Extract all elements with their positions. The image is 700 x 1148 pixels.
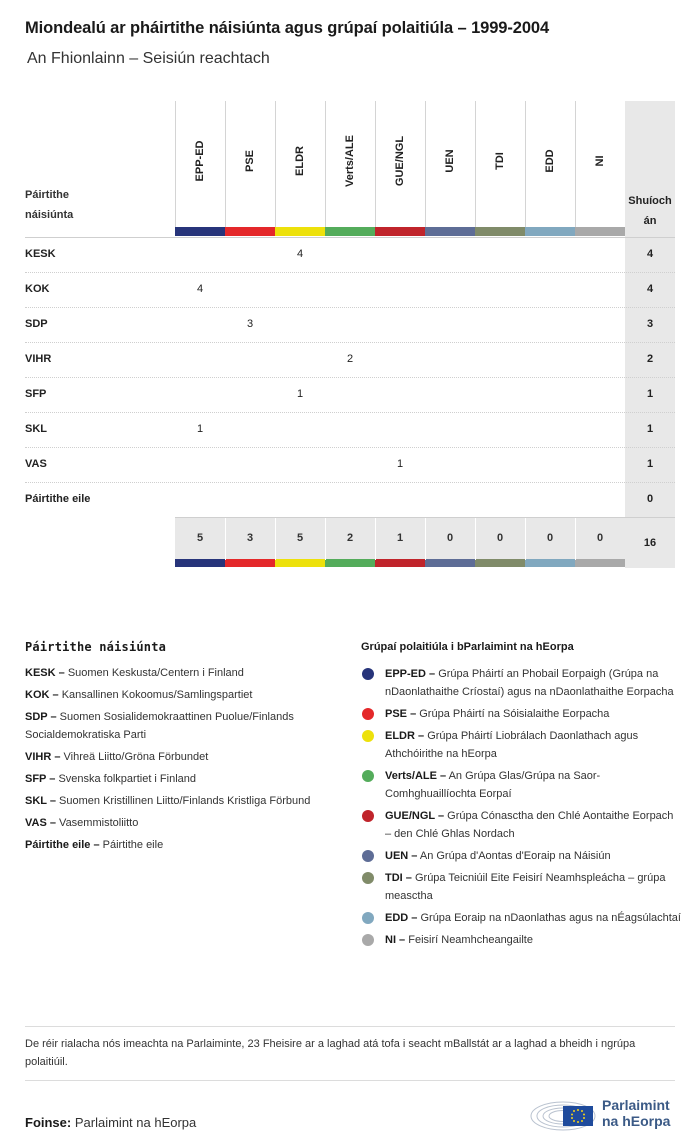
column-divider (225, 518, 226, 560)
table-row (25, 482, 675, 517)
table-row (25, 307, 675, 342)
group-color-bar-top (375, 227, 425, 236)
group-color-dot-icon (362, 708, 374, 720)
group-color-bar-top (225, 227, 275, 236)
group-color-dot-icon (362, 730, 374, 742)
table-row (25, 447, 675, 482)
party-abbr: KOK – (25, 689, 59, 701)
column-divider (525, 518, 526, 560)
party-name: KOK (25, 283, 50, 295)
party-abbr: SKL – (25, 795, 56, 807)
page-title: Miondealú ar pháirtithe náisiúnta agus grúpaí polaitiúla – 1999-2004 (25, 19, 550, 37)
group-color-dot-icon (362, 912, 374, 924)
group-label-wrap (425, 101, 475, 227)
seat-count-cell: 3 (246, 318, 254, 330)
group-full-name: Feisirí Neamhcheangailte (408, 934, 533, 946)
group-abbr: EDD – (385, 912, 418, 924)
row-header (25, 185, 73, 225)
group-legend-item (361, 727, 681, 763)
group-label: EPP-ED (194, 140, 206, 182)
group-abbr: UEN – (385, 850, 418, 862)
party-abbr: SDP – (25, 711, 57, 723)
parliament-hemicycle-icon (530, 1092, 600, 1132)
party-abbr: VIHR – (25, 751, 61, 763)
logo-wordmark (602, 1097, 670, 1129)
group-label-wrap (175, 101, 225, 227)
group-abbr: TDI – (385, 872, 412, 884)
seat-count-cell: 1 (196, 423, 204, 435)
group-legend-item (361, 847, 681, 865)
row-total: 1 (646, 423, 654, 435)
party-name: SDP (25, 318, 48, 330)
party-abbr: Páirtithe eile – (25, 839, 100, 851)
seat-count-cell: 4 (196, 283, 204, 295)
group-legend-item (361, 931, 681, 949)
group-label-wrap (225, 101, 275, 227)
group-label: UEN (444, 149, 456, 173)
group-label-wrap (275, 101, 325, 227)
party-full-name: Suomen Sosialidemokraattinen Puolue/Finlands Socialdemokratiska Parti (25, 711, 294, 741)
group-color-bar-top (475, 227, 525, 236)
party-legend-item (25, 664, 345, 682)
party-name: Páirtithe eile (25, 493, 91, 505)
row-header-line-2: náisiúnta (25, 209, 74, 221)
group-full-name: An Grúpa Glas/Grúpa na Saor-Comhghuaillíochta Eorpaí (385, 770, 601, 800)
party-full-name: Suomen Kristillinen Liitto/Finlands Kristliga Förbund (59, 795, 311, 807)
row-total: 0 (646, 493, 654, 505)
table-row (25, 412, 675, 447)
seat-count-cell: 2 (346, 353, 354, 365)
party-abbr: SFP – (25, 773, 56, 785)
party-full-name: Vasemmistoliitto (59, 817, 139, 829)
party-legend-item (25, 708, 345, 744)
column-divider (425, 518, 426, 560)
table-row (25, 237, 675, 272)
column-divider (375, 518, 376, 560)
group-full-name: Grúpa Cónasctha den Chlé Aontaithe Eorpach – den Chlé Ghlas Nordach (385, 810, 674, 840)
group-legend-item (361, 909, 681, 927)
seats-header (625, 191, 675, 231)
group-full-name: Grúpa Pháirtí an Phobail Eorpaigh (Grúpa na nDaonlathaithe Críostaí) agus na nDaonlathaithe Eorpacha (385, 668, 674, 698)
group-label: GUE/NGL (394, 135, 406, 187)
seat-count-cell: 4 (296, 248, 304, 260)
group-color-dot-icon (362, 668, 374, 680)
source-value: Parlaimint na hEorpa (74, 1115, 197, 1130)
table-row (25, 377, 675, 412)
row-total: 4 (646, 283, 654, 295)
page-subtitle: An Fhionlainn – Seisiún reachtach (27, 50, 270, 67)
group-legend-item (361, 767, 681, 803)
group-label: Verts/ALE (344, 135, 356, 187)
logo-line-2: na hEorpa (602, 1113, 671, 1129)
group-total: 3 (246, 532, 254, 544)
seats-header-line-1: Shuíoch (628, 195, 672, 207)
seats-header-line-2: án (643, 215, 657, 227)
party-full-name: Vihreä Liitto/Gröna Förbundet (63, 751, 209, 763)
group-color-bar-bottom (275, 558, 325, 567)
party-name: VIHR (25, 353, 52, 365)
legend-national-parties (25, 640, 345, 858)
party-full-name: Páirtithe eile (102, 839, 164, 851)
party-name: SFP (25, 388, 47, 400)
group-totals-row (175, 517, 625, 559)
group-total: 0 (496, 532, 504, 544)
party-name: KESK (25, 248, 56, 260)
group-total: 5 (296, 532, 304, 544)
row-total: 1 (646, 388, 654, 400)
group-abbr: ELDR – (385, 730, 425, 742)
seat-count-cell: 1 (296, 388, 304, 400)
group-total: 0 (446, 532, 454, 544)
group-label-wrap (375, 101, 425, 227)
group-full-name: Grúpa Pháirtí Liobrálach Daonlathach agus Athchóirithe na hEorpa (385, 730, 639, 760)
group-color-dot-icon (362, 934, 374, 946)
legend-national-parties-heading: Páirtithe náisiúnta (25, 640, 167, 654)
group-color-bar-top (325, 227, 375, 236)
group-full-name: Grúpa Eoraip na nDaonlathas agus na nÉagsúlachtaí (420, 912, 681, 924)
group-color-bar-top (275, 227, 325, 236)
group-total: 2 (346, 532, 354, 544)
divider (25, 1026, 675, 1027)
party-legend-item (25, 814, 345, 832)
divider (25, 1080, 675, 1081)
table-row (25, 272, 675, 307)
group-label: ELDR (294, 146, 306, 176)
group-abbr: NI – (385, 934, 406, 946)
party-name: VAS (25, 458, 47, 470)
row-total: 4 (646, 248, 654, 260)
group-total: 0 (546, 532, 554, 544)
group-total: 0 (596, 532, 604, 544)
group-color-bar-bottom (525, 558, 575, 567)
party-legend-item (25, 836, 345, 854)
group-color-bar-bottom (175, 558, 225, 567)
group-legend-item (361, 705, 681, 723)
group-color-bar-bottom (325, 558, 375, 567)
group-full-name: An Grúpa d'Aontas d'Eoraip na Náisiún (419, 850, 611, 862)
row-total: 3 (646, 318, 654, 330)
group-abbr: PSE – (385, 708, 417, 720)
group-label: PSE (244, 149, 256, 173)
party-legend-item (25, 748, 345, 766)
party-name: SKL (25, 423, 47, 435)
group-color-bar-top (425, 227, 475, 236)
group-color-bar-bottom (375, 558, 425, 567)
table-row (25, 342, 675, 377)
group-abbr: EPP-ED – (385, 668, 436, 680)
party-abbr: KESK – (25, 667, 65, 679)
group-color-bar-top (575, 227, 625, 236)
row-total: 2 (646, 353, 654, 365)
group-full-name: Grúpa Teicniúil Eite Feisirí Neamhspleácha – grúpa measctha (385, 872, 666, 902)
legend-political-groups (361, 641, 681, 953)
group-color-bar-bottom (225, 558, 275, 567)
group-full-name: Grúpa Pháirtí na Sóisialaithe Eorpacha (419, 708, 610, 720)
group-label-wrap (475, 101, 525, 227)
column-divider (575, 518, 576, 560)
group-color-dot-icon (362, 770, 374, 782)
group-abbr: GUE/NGL – (385, 810, 445, 822)
seat-count-cell: 1 (396, 458, 404, 470)
group-color-dot-icon (362, 872, 374, 884)
logo-line-1: Parlaimint (602, 1097, 670, 1113)
party-legend-item (25, 792, 345, 810)
party-full-name: Suomen Keskusta/Centern i Finland (67, 667, 244, 679)
party-legend-item (25, 686, 345, 704)
party-full-name: Kansallinen Kokoomus/Samlingspartiet (61, 689, 253, 701)
group-color-bar-bottom (575, 558, 625, 567)
group-legend-item (361, 807, 681, 843)
european-parliament-logo (530, 1092, 680, 1132)
legend-political-groups-heading: Grúpaí polaitiúla i bParlaimint na hEorpa (361, 641, 574, 653)
group-label-wrap (525, 101, 575, 227)
group-label: EDD (544, 149, 556, 173)
group-label-wrap (325, 101, 375, 227)
group-label: TDI (494, 152, 506, 170)
source-label: Foinse: (25, 1115, 72, 1130)
row-header-line-1: Páirtithe (25, 189, 70, 201)
column-divider (275, 518, 276, 560)
group-label: NI (594, 155, 606, 167)
row-total: 1 (646, 458, 654, 470)
group-total: 5 (196, 532, 204, 544)
group-color-dot-icon (362, 810, 374, 822)
group-abbr: Verts/ALE – (385, 770, 447, 782)
group-total: 1 (396, 532, 404, 544)
group-label-wrap (575, 101, 625, 227)
group-color-bar-bottom (425, 558, 475, 567)
party-full-name: Svenska folkpartiet i Finland (58, 773, 197, 785)
group-color-bar-top (525, 227, 575, 236)
group-color-dot-icon (362, 850, 374, 862)
party-abbr: VAS – (25, 817, 56, 829)
group-legend-item (361, 869, 681, 905)
grand-total: 16 (625, 517, 675, 568)
column-divider (475, 518, 476, 560)
group-color-bar-bottom (475, 558, 525, 567)
source-line (25, 1115, 196, 1130)
group-legend-item (361, 665, 681, 701)
group-color-bar-top (175, 227, 225, 236)
party-legend-item (25, 770, 345, 788)
footnote: De réir rialacha nós imeachta na Parlaiminte, 23 Fheisire ar a laghad atá tofa i seacht mBallstát ar a laghad a bheidh i ngrúpa polaitiúil. (25, 1038, 636, 1068)
column-divider (325, 518, 326, 560)
